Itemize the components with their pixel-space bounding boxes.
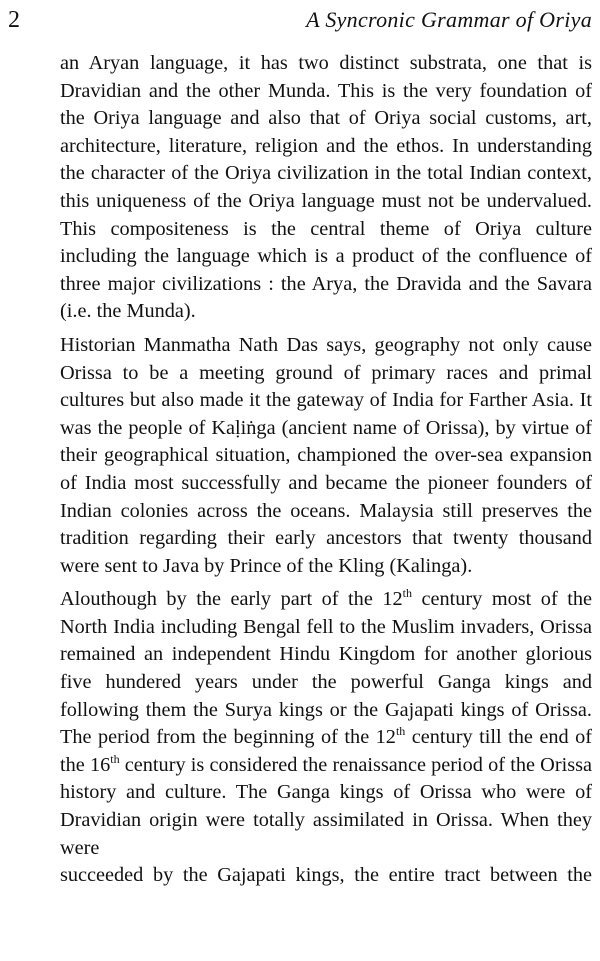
paragraph-3-text-a: Alouthough by the early part of the 12	[60, 588, 403, 611]
paragraph-3-text-d: century is considered the renaissance period of the Orissa history and culture. The Ganga kings of Orissa who were of Dravidian origin were totally assimilated in Orissa. When they were	[60, 753, 592, 859]
paragraph-2: Historian Manmatha Nath Das says, geography not only cause Orissa to be a meeting ground of primary races and primal cultures but also made it the gateway of India for Farther Asia. It was the people of Kaḷiṅga (ancient name of Orissa), by virtue of their geographical situation, championed the over-sea expansion of India most successfully and became the pioneer founders of Indian colonies across the oceans. Malaysia still preserves the tradition regarding their early ancestors that twenty thousand were sent to Java by Prince of the Kling (Kalinga).	[60, 333, 592, 577]
paragraph-3	[60, 586, 592, 890]
paragraph-3-text-b: century most of the North India including Bengal fell to the Muslim invaders, Orissa remained an independent Hindu Kingdom for another glorious five hundered years under the powerful Ganga kings and following them the Surya kings or the Gajapati kings of Orissa. The period from the beginning of the 12	[60, 588, 593, 749]
paragraph-3-text-c: century till the end of the 16	[60, 726, 592, 776]
page-number: 2	[8, 7, 20, 33]
paragraph-1: an Aryan language, it has two distinct substrata, one that is Dravidian and the other Munda. This is the very foundation of the Oriya language and also that of Oriya social customs, art, architecture, literature, religion and the ethos. In understanding the character of the Oriya civilization in the total Indian context, this uniqueness of the Oriya language must not be undervalued. This compositeness is the central theme of Oriya culture including the language which is a product of the confluence of three major civilizations : the Arya, the Dravida and the Savara (i.e. the Munda).	[60, 52, 592, 323]
paragraph-3-last-line: succeeded by the Gajapati kings, the entire tract between the	[60, 864, 592, 887]
body-text	[60, 50, 592, 896]
running-title: A Syncronic Grammar of Oriya	[306, 7, 592, 32]
page-header	[0, 6, 600, 36]
ordinal-suffix: th	[395, 724, 406, 739]
ordinal-suffix: th	[110, 751, 120, 766]
ordinal-suffix: th	[402, 586, 412, 601]
